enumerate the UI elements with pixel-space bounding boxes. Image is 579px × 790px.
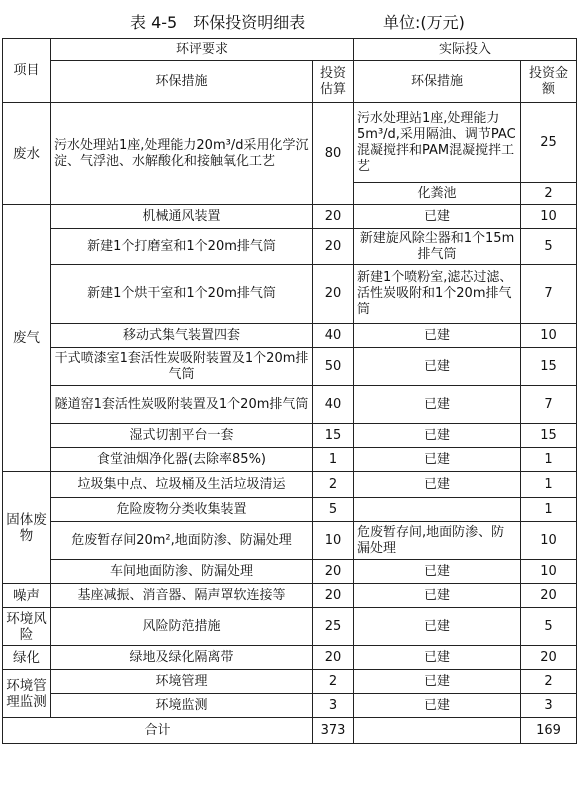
waste-gas-actual-measure: 已建 — [354, 205, 521, 229]
category-solid-waste: 固体废物 — [3, 472, 51, 584]
solid-waste-eia-amount: 20 — [313, 560, 354, 584]
solid-waste-actual-amount: 10 — [521, 560, 577, 584]
total-eia-amount: 373 — [313, 718, 354, 744]
category-greening: 绿化 — [3, 646, 51, 670]
solid-waste-actual-measure — [354, 498, 521, 522]
solid-waste-actual-measure: 已建 — [354, 472, 521, 498]
wastewater-eia-measure: 污水处理站1座,处理能力20m³/d采用化学沉淀、气浮池、水解酸化和接触氧化工艺 — [51, 103, 313, 205]
waste-gas-actual-amount: 5 — [521, 229, 577, 265]
management-actual-measure: 已建 — [354, 670, 521, 694]
total-actual-amount: 169 — [521, 718, 577, 744]
noise-actual-amount: 20 — [521, 584, 577, 608]
investment-table — [2, 38, 577, 744]
solid-waste-eia-measure: 车间地面防渗、防漏处理 — [51, 560, 313, 584]
wastewater-actual-measure: 污水处理站1座,处理能力5m³/d,采用隔油、调节PAC混凝搅拌和PAM混凝搅拌工艺 — [354, 103, 521, 183]
waste-gas-actual-amount: 15 — [521, 348, 577, 386]
solid-waste-eia-amount: 2 — [313, 472, 354, 498]
waste-gas-actual-measure: 已建 — [354, 348, 521, 386]
table-title — [0, 8, 579, 38]
solid-waste-actual-amount: 10 — [521, 522, 577, 560]
waste-gas-actual-amount: 1 — [521, 448, 577, 472]
header-eia-group: 环评要求 — [51, 39, 354, 61]
waste-gas-eia-amount: 20 — [313, 205, 354, 229]
total-actual-measure — [354, 718, 521, 744]
category-environmental-risk: 环境风险 — [3, 608, 51, 646]
category-management-monitoring: 环境管理监测 — [3, 670, 51, 718]
waste-gas-eia-amount: 40 — [313, 386, 354, 424]
waste-gas-eia-amount: 20 — [313, 265, 354, 324]
risk-eia-measure: 风险防范措施 — [51, 608, 313, 646]
waste-gas-actual-measure: 已建 — [354, 448, 521, 472]
wastewater-actual-amount: 25 — [521, 103, 577, 183]
waste-gas-actual-amount: 10 — [521, 324, 577, 348]
waste-gas-eia-amount: 50 — [313, 348, 354, 386]
header-eia-measure: 环保措施 — [51, 61, 313, 103]
wastewater-eia-amount: 80 — [313, 103, 354, 205]
monitoring-eia-amount: 3 — [313, 694, 354, 718]
waste-gas-eia-measure: 新建1个烘干室和1个20m排气筒 — [51, 265, 313, 324]
wastewater-actual-amount: 2 — [521, 183, 577, 205]
header-actual-group: 实际投入 — [354, 39, 577, 61]
table-unit: 单位:(万元) — [383, 13, 465, 32]
waste-gas-eia-measure: 湿式切割平台一套 — [51, 424, 313, 448]
table-number: 表 4-5 环保投资明细表 — [130, 13, 306, 32]
greening-actual-measure: 已建 — [354, 646, 521, 670]
management-actual-amount: 2 — [521, 670, 577, 694]
noise-actual-measure: 已建 — [354, 584, 521, 608]
header-actual-measure: 环保措施 — [354, 61, 521, 103]
waste-gas-actual-amount: 10 — [521, 205, 577, 229]
waste-gas-actual-amount: 7 — [521, 265, 577, 324]
monitoring-eia-measure: 环境监测 — [51, 694, 313, 718]
waste-gas-eia-amount: 40 — [313, 324, 354, 348]
noise-eia-measure: 基座减振、消音器、隔声罩软连接等 — [51, 584, 313, 608]
waste-gas-eia-measure: 食堂油烟净化器(去除率85%) — [51, 448, 313, 472]
header-item: 项目 — [3, 39, 51, 103]
waste-gas-actual-measure: 已建 — [354, 386, 521, 424]
solid-waste-eia-measure: 危废暂存间20m²,地面防渗、防漏处理 — [51, 522, 313, 560]
header-eia-amount: 投资估算 — [313, 61, 354, 103]
greening-eia-amount: 20 — [313, 646, 354, 670]
waste-gas-actual-measure: 已建 — [354, 424, 521, 448]
solid-waste-eia-measure: 垃圾集中点、垃圾桶及生活垃圾清运 — [51, 472, 313, 498]
category-waste-gas: 废气 — [3, 205, 51, 472]
waste-gas-eia-measure: 干式喷漆室1套活性炭吸附装置及1个20m排气筒 — [51, 348, 313, 386]
solid-waste-actual-measure: 已建 — [354, 560, 521, 584]
monitoring-actual-amount: 3 — [521, 694, 577, 718]
category-noise: 噪声 — [3, 584, 51, 608]
waste-gas-actual-amount: 7 — [521, 386, 577, 424]
total-label: 合计 — [3, 718, 313, 744]
waste-gas-actual-measure: 新建旋风除尘器和1个15m排气筒 — [354, 229, 521, 265]
management-eia-measure: 环境管理 — [51, 670, 313, 694]
waste-gas-actual-measure: 已建 — [354, 324, 521, 348]
category-wastewater: 废水 — [3, 103, 51, 205]
solid-waste-eia-measure: 危险废物分类收集装置 — [51, 498, 313, 522]
waste-gas-eia-measure: 新建1个打磨室和1个20m排气筒 — [51, 229, 313, 265]
waste-gas-eia-amount: 15 — [313, 424, 354, 448]
waste-gas-eia-measure: 移动式集气装置四套 — [51, 324, 313, 348]
header-actual-amount: 投资金额 — [521, 61, 577, 103]
waste-gas-eia-measure: 机械通风装置 — [51, 205, 313, 229]
solid-waste-actual-measure: 危废暂存间,地面防渗、防漏处理 — [354, 522, 521, 560]
monitoring-actual-measure: 已建 — [354, 694, 521, 718]
waste-gas-eia-amount: 1 — [313, 448, 354, 472]
greening-eia-measure: 绿地及绿化隔离带 — [51, 646, 313, 670]
waste-gas-eia-measure: 隧道窑1套活性炭吸附装置及1个20m排气筒 — [51, 386, 313, 424]
risk-eia-amount: 25 — [313, 608, 354, 646]
solid-waste-actual-amount: 1 — [521, 472, 577, 498]
waste-gas-actual-measure: 新建1个喷粉室,滤芯过滤、活性炭吸附和1个20m排气筒 — [354, 265, 521, 324]
waste-gas-actual-amount: 15 — [521, 424, 577, 448]
solid-waste-actual-amount: 1 — [521, 498, 577, 522]
noise-eia-amount: 20 — [313, 584, 354, 608]
solid-waste-eia-amount: 5 — [313, 498, 354, 522]
waste-gas-eia-amount: 20 — [313, 229, 354, 265]
greening-actual-amount: 20 — [521, 646, 577, 670]
management-eia-amount: 2 — [313, 670, 354, 694]
risk-actual-amount: 5 — [521, 608, 577, 646]
solid-waste-eia-amount: 10 — [313, 522, 354, 560]
wastewater-actual-measure: 化粪池 — [354, 183, 521, 205]
risk-actual-measure: 已建 — [354, 608, 521, 646]
